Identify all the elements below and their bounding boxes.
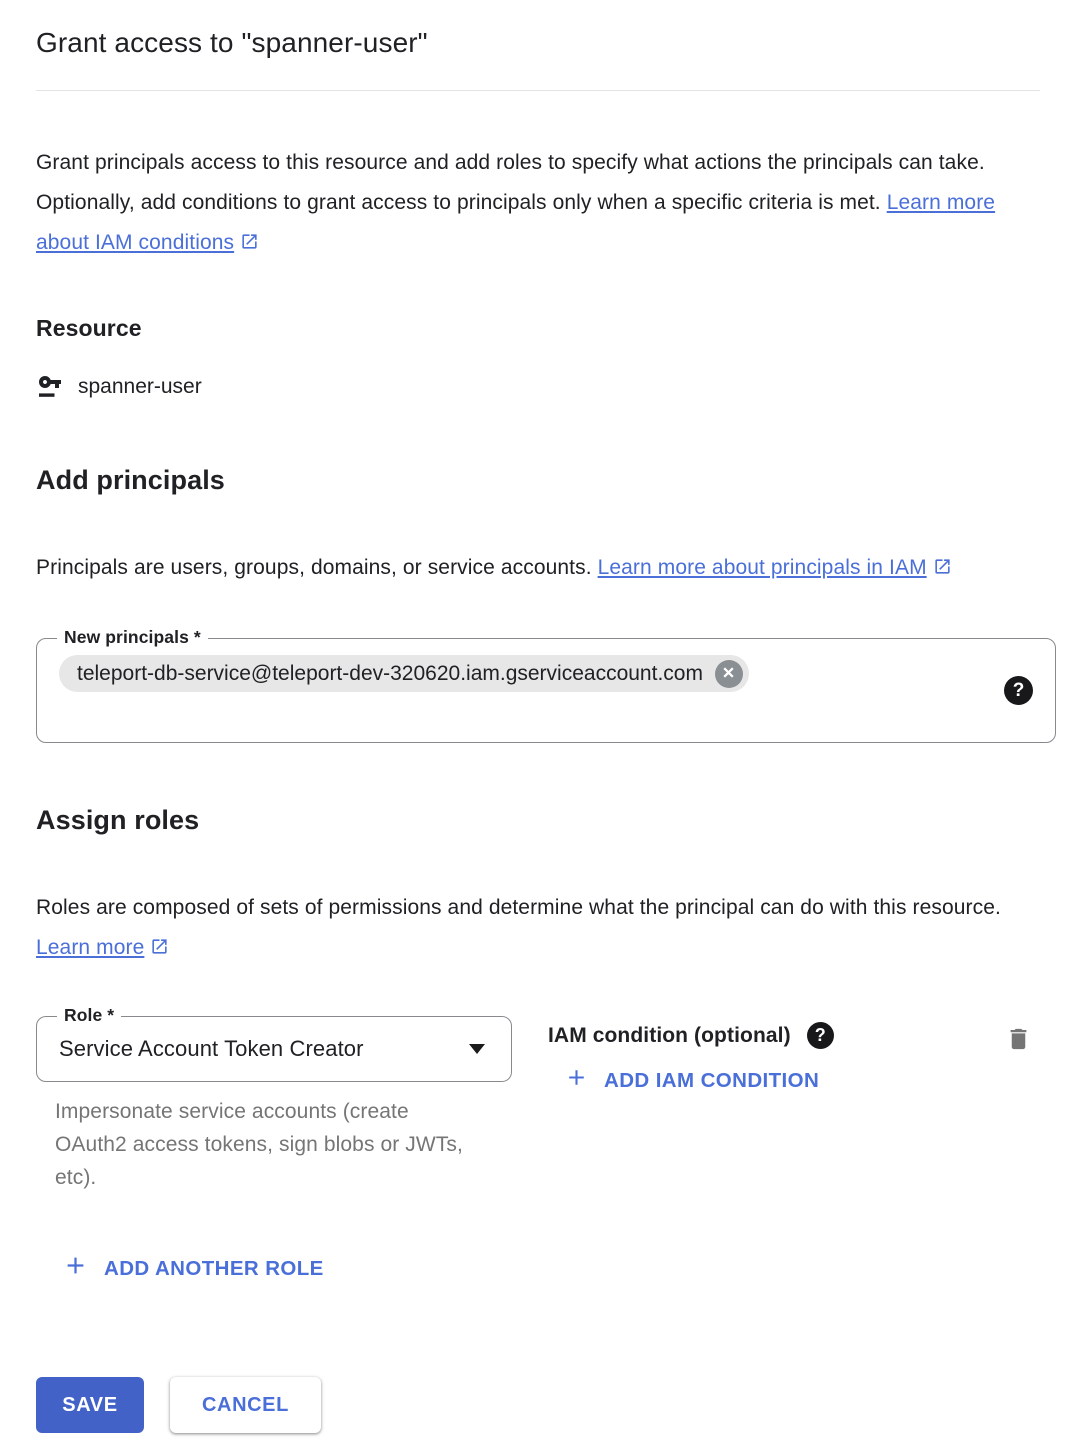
plus-icon [62, 1252, 89, 1285]
service-account-key-icon [36, 370, 64, 403]
add-principals-text: Principals are users, groups, domains, or service accounts. [36, 556, 592, 579]
iam-condition-label-row [548, 1022, 834, 1049]
add-iam-condition-label: ADD IAM CONDITION [604, 1068, 820, 1092]
iam-condition-label: IAM condition (optional) [548, 1023, 791, 1047]
external-link-icon [933, 550, 952, 590]
role-selected-value: Service Account Token Creator [59, 1036, 364, 1061]
role-column [36, 1005, 512, 1194]
page-title: Grant access to "spanner-user" [36, 27, 428, 58]
cancel-button[interactable]: CANCEL [170, 1377, 321, 1433]
role-label: Role * [57, 1005, 121, 1026]
help-icon[interactable]: ? [1004, 676, 1033, 705]
plus-icon [564, 1065, 589, 1096]
add-iam-condition-button[interactable] [564, 1065, 819, 1096]
dialog-body [0, 143, 1076, 1433]
resource-row [36, 370, 1056, 403]
iam-condition-column [548, 1016, 834, 1096]
principals-iam-link[interactable] [598, 556, 952, 579]
assign-roles-paragraph [36, 888, 1044, 970]
header-divider [36, 90, 1040, 91]
close-icon [721, 665, 736, 683]
intro-paragraph [36, 143, 1044, 265]
new-principals-label: New principals * [57, 627, 208, 648]
dialog-actions [36, 1377, 1056, 1433]
trash-icon [1005, 1042, 1032, 1057]
dialog-header [0, 0, 1076, 91]
principals-iam-link-label: Learn more about principals in IAM [597, 556, 927, 579]
assign-roles-text: Roles are composed of sets of permissions and determine what the principal can do with this resource. [36, 896, 1001, 919]
add-another-role-button[interactable] [62, 1252, 324, 1285]
principal-chip-value: teleport-db-service@teleport-dev-320620.iam.gserviceaccount.com [77, 661, 703, 685]
delete-role-button[interactable] [1005, 1024, 1032, 1057]
role-binding-row [36, 1005, 1056, 1194]
chip-remove-button[interactable] [715, 660, 743, 688]
principal-chip[interactable] [59, 655, 749, 692]
assign-roles-heading: Assign roles [36, 805, 200, 835]
roles-learn-more-link[interactable] [36, 936, 169, 959]
new-principals-field[interactable] [36, 627, 1056, 743]
external-link-icon [150, 930, 169, 970]
help-icon[interactable]: ? [807, 1022, 834, 1049]
add-another-role-label: ADD ANOTHER ROLE [104, 1256, 324, 1280]
add-principals-heading: Add principals [36, 465, 225, 495]
save-button[interactable]: SAVE [36, 1377, 144, 1433]
iam-conditions-link-label: Learn more about IAM conditions [36, 191, 996, 254]
chevron-down-icon [469, 1044, 485, 1054]
add-principals-paragraph [36, 548, 1044, 590]
external-link-icon [240, 225, 259, 265]
resource-heading: Resource [36, 315, 142, 341]
role-select[interactable] [36, 1005, 512, 1082]
intro-text: Grant principals access to this resource and add roles to specify what actions the principals can take. Optionally, add conditions to grant access to principals only when a specific criteria is met. [36, 151, 985, 214]
roles-learn-more-label: Learn more [36, 936, 145, 959]
role-description: Impersonate service accounts (create OAuth2 access tokens, sign blobs or JWTs, etc). [55, 1100, 463, 1189]
resource-name: spanner-user [78, 374, 202, 398]
